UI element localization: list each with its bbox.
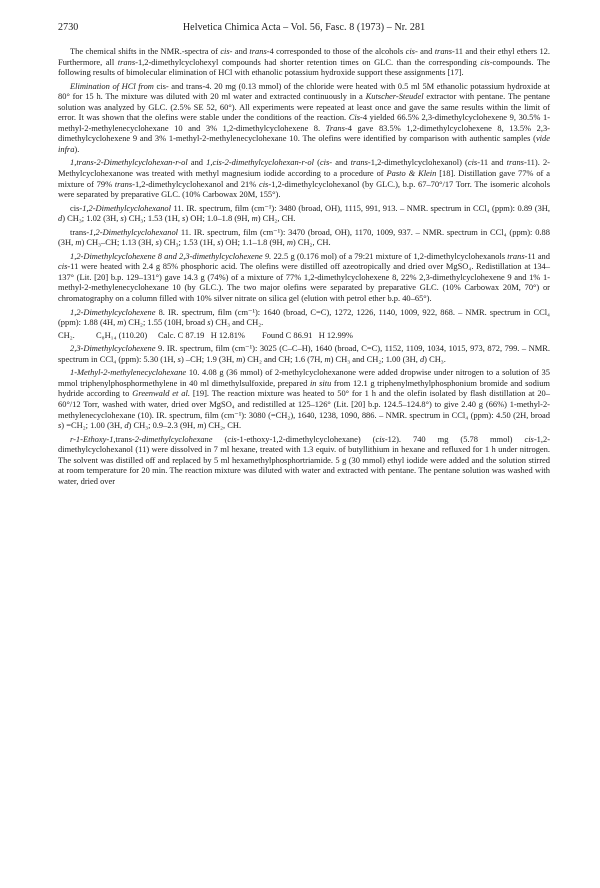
paragraph: 1,2-Dimethylcyclohexene 8 and 2,3-dimethylcyclohexene 9. 22.5 g (0.176 mol) of a 79:21 mixture of 1,2-dimethylcyclohexanols trans-11 and cis-11 were heated with 2.4 g 85% phosphoric acid. The olefins were distilled off azeotropically and dried over MgSO₄. Redistillation at 134–137° (Lit. [20] b.p. 129–131°) gave 14.3 g (74%) of a mixture of 77% 1,2-dimethylcyclohexene 8, 22% 2,3-dimethylcyclohexene 9 and 1% 1-methyl-2-methylenecyclohexane 10 (by GLC.). The two major olefins were separated by preparative GLC. (10% Carbowax 20M, 70°) or chromatography on a column filled with 10% silver nitrate on silica gel (elution with petrol ether b.p. 40–65°). — [58, 250, 550, 304]
paragraph: 1-Methyl-2-methylenecyclohexane 10. 4.08 g (36 mmol) of 2-methylcyclohexanone were added dropwise under nitrogen to a solution of 35 mmol triphenylphosphormethylene in 40 ml dimethylsulfoxide, prepared in situ from 12.1 g triphenylmethylphosphonium bromide and sodium hydride according to Greenwald et al. [19]. The reaction mixture was heated to 50° for 1 h and the olefin isolated by flash distillation at 20–60°/12 Torr, washed with water, dried over MgSO₄ and redistilled at 125–126° (Lit. [20] b.p. 124.5–124.8°) to give 2.40 g (66%) 1-methyl-2-methylenecyclohexane (10). IR. spectrum, film (cm⁻¹): 3080 (=CH₂), 1640, 1238, 1090, 886. – NMR. spectrum in CCl₄ (ppm): 4.50 (2H, broad s) =CH₂; 1.00 (3H, d) CH₃; 0.9–2.3 (9H, m) CH₂, CH. — [58, 367, 550, 431]
running-title: Helvetica Chimica Acta – Vol. 56, Fasc. 8 (1973) – Nr. 281 — [182, 22, 426, 33]
paragraph: r-1-Ethoxy-1,trans-2-dimethylcyclohexane (cis-1-ethoxy-1,2-dimethylcyclohexane) (cis-12). 740 mg (5.78 mmol) cis-1,2-dimethylcyclohexanol (11) were dissolved in 7 ml hexane, treated with 1.3 equiv. of butyllithium in hexane and refluxed for 1 h under nitrogen. The solvent was distilled off and replaced by 5 ml hexamethylphosphortriamide. 5 g (30 mmol) ethyl iodide were added and the solution stirred at room temperature for 20 min. The reaction mixture was diluted with water and extracted with pentane. The pentane solution was washed with water, dried over — [58, 433, 551, 486]
paragraph: 2,3-Dimethylcyclohexene 9. IR. spectrum, film (cm⁻¹): 3025 (C–C–H), 1640 (broad, C=C), 1152, 1109, 1034, 1015, 973, 872, 799. – NMR. spectrum in CCl₄ (ppm): 5.30 (1H, s) –CH; 1.9 (3H, m) CH₂ and CH; 1.6 (7H, m) CH₃ and CH₂; 1.00 (3H, d) CH₃. — [58, 343, 550, 364]
article-body — [58, 46, 550, 486]
analysis-found: Found C 86.91 H 12.99% — [262, 329, 353, 340]
paragraph: 1,2-Dimethylcyclohexene 8. IR. spectrum, film (cm⁻¹): 1640 (broad, C=C), 1272, 1226, 1140, 1009, 922, 868. – NMR. spectrum in CCl₄ (ppm): 1.88 (4H, m) CH₂; 1.55 (10H, broad s) CH₃ and CH₂. — [58, 306, 550, 328]
elemental-analysis — [58, 330, 550, 341]
running-header — [58, 22, 550, 40]
paragraph: cis-1,2-Dimethylcyclohexanol 11. IR. spectrum, film (cm⁻¹): 3480 (broad, OH), 1115, 991, 913. – NMR. spectrum in CCl₄ (ppm): 0.89 (3H, d) CH₃; 1.02 (3H, s) CH₃; 1.53 (1H, s) OH; 1.0–1.8 (9H, m) CH₂, CH. — [58, 202, 550, 224]
paragraph-group-1 — [58, 46, 550, 328]
paragraph-group-2 — [58, 343, 550, 486]
journal-page — [58, 22, 550, 489]
analysis-calc: Calc. C 87.19 H 12.81% — [158, 329, 245, 340]
paragraph: 1,trans-2-Dimethylcyclohexan-r-ol and 1,cis-2-dimethylcyclohexan-r-ol (cis- and trans-1,2-dimethylcyclohexanol) (cis-11 and trans-11). 2-Methylcyclohexanone was treated with methyl magnesium iodide according to a procedure of Pasto & Klein [18]. Distillation gave 77% of a mixture of 79% trans-1,2-dimethylcyclohexanol and 21% cis-1,2-dimethylcyclohexanol (by GLC.), b.p. 67–70°/17 Torr. The isomeric alcohols were separated by preparative GLC. (10% Carbowax 20M, 155°). — [58, 157, 550, 200]
analysis-label: CH₂. — [58, 329, 75, 340]
paragraph: The chemical shifts in the NMR.-spectra of cis- and trans-4 corresponded to those of the alcohols cis- and trans-11 and their ethyl ethers 12. Furthermore, all trans-1,2-dimethylcyclohexyl compounds had shorter retention times on GLC. than the corresponding cis-compounds. The following results of bimolecular elimination of HCl with ethanolic potassium hydroxide support these assignments [17]. — [58, 46, 551, 78]
page-number: 2730 — [58, 22, 79, 33]
analysis-formula: C₈H₁₄ (110.20) — [96, 329, 148, 340]
paragraph: Elimination of HCl from cis- and trans-4. 20 mg (0.13 mmol) of the chloride were heated with 0.5 ml 5M ethanolic potassium hydroxide at 80° for 15 h. The mixture was diluted with 20 ml water and extracted continuously in a Kutscher-Steudel extractor with pentane. The pentane solution was analyzed by GLC. (2.5% SE 52, 60°). All experiments were repeated at least once and gave the same results within the limit of error. It was shown that the olefins were stable under the conditions of the reaction. Cis-4 yielded 66.5% 2,3-dimethylcyclohexene 9, 30.5% 1-methyl-2-methylenecyclohexane 10 and 3% 1,2-dimethylcyclohexene 8. Trans-4 gave 83.5% 1,2-dimethylcyclohexene 8, 13.5% 2,3-dimethylcyclohexene 9 and 3% 1-methyl-2-methylenecyclohexane 10. The olefins were identified by comparison with authentic samples (vide infra). — [58, 80, 551, 154]
paragraph: trans-1,2-Dimethylcyclohexanol 11. IR. spectrum, film (cm⁻¹): 3470 (broad, OH), 1170, 1009, 937. – NMR. spectrum in CCl₄ (ppm): 0.88 (3H, m) CH₃–CH; 1.13 (3H, s) CH₃; 1.53 (1H, s) OH; 1.1–1.8 (9H, m) CH₂, CH. — [58, 226, 550, 248]
